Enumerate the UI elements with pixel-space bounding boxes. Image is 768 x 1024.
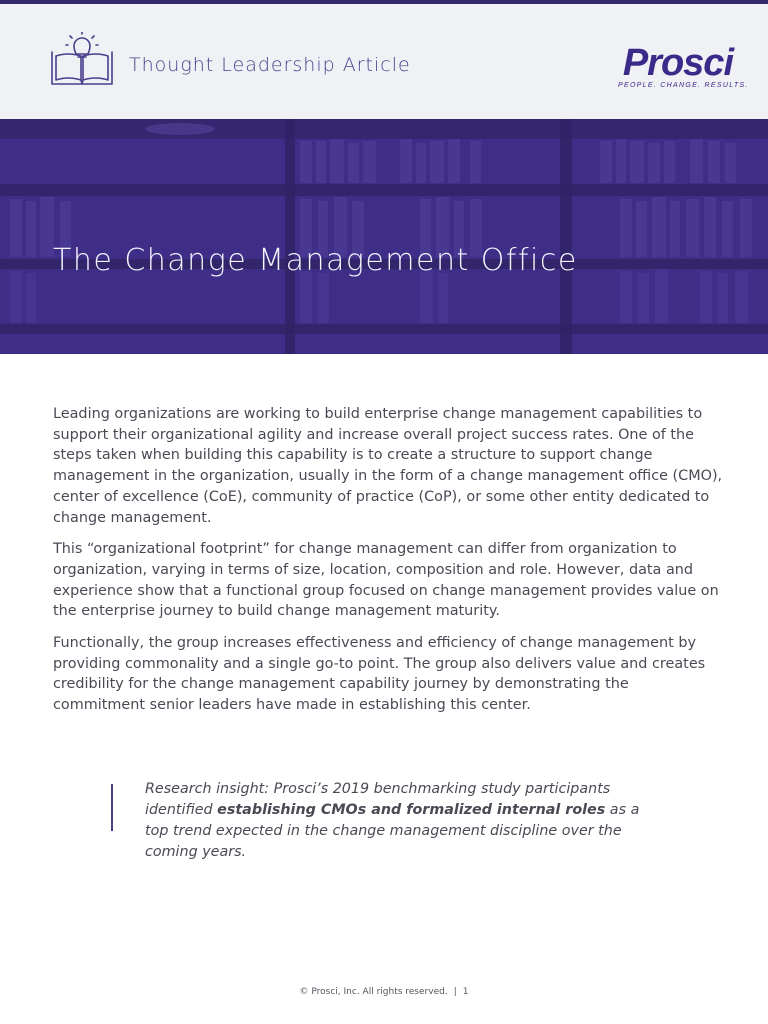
quote-tail: as a top trend expected in the change management discipline over the coming years. bbox=[145, 802, 640, 860]
page-number: 1 bbox=[462, 987, 469, 997]
paragraph: Functionally, the group increases effectiveness and efficiency of change management by providing commonality and a single go-to point. The group also delivers value and creates credibility for the change management capability journey by demonstrating the commitment senior leaders have made in establishing this center. bbox=[53, 635, 706, 714]
quote-emphasis: establishing CMOs and formalized internal roles bbox=[217, 802, 606, 818]
research-insight-callout bbox=[145, 779, 665, 863]
paragraph: Leading organizations are working to build enterprise change management capabilities to support their organizational agility and increase overall project success rates. One of the steps taken when building this capability is to create a structure to support change management in the organization, usually in the form of a change management office (CMO), center of excellence (CoE), community of practice (CoP), or some other entity dedicated to change management. bbox=[53, 406, 723, 526]
prosci-logo[interactable] bbox=[614, 42, 749, 94]
document-title: The Change Management Office bbox=[53, 243, 578, 278]
article-type-label: Thought Leadership Article bbox=[129, 54, 411, 76]
footer-separator: | bbox=[453, 987, 457, 997]
paragraph: This “organizational footprint” for change management can differ from organization to organization, varying in terms of size, location, composition and role. However, data and experience show that a functional group focused on change management provides value on the enterprise journey to build change management maturity. bbox=[53, 541, 719, 620]
copyright: © Prosci, Inc. All rights reserved. bbox=[299, 987, 448, 997]
hero-banner bbox=[0, 119, 768, 354]
library-shelves-image bbox=[0, 119, 768, 354]
header bbox=[0, 4, 768, 119]
article-body bbox=[53, 404, 723, 727]
quote-lead: Research insight: Prosci’s 2019 benchmarking study participants identified bbox=[145, 781, 611, 818]
logo-wordmark: Prosci bbox=[622, 42, 733, 84]
page-footer bbox=[0, 987, 768, 997]
lightbulb-book-icon bbox=[50, 32, 114, 90]
logo-tagline: PEOPLE. CHANGE. RESULTS. bbox=[618, 82, 749, 89]
quote-accent-bar bbox=[111, 784, 113, 831]
